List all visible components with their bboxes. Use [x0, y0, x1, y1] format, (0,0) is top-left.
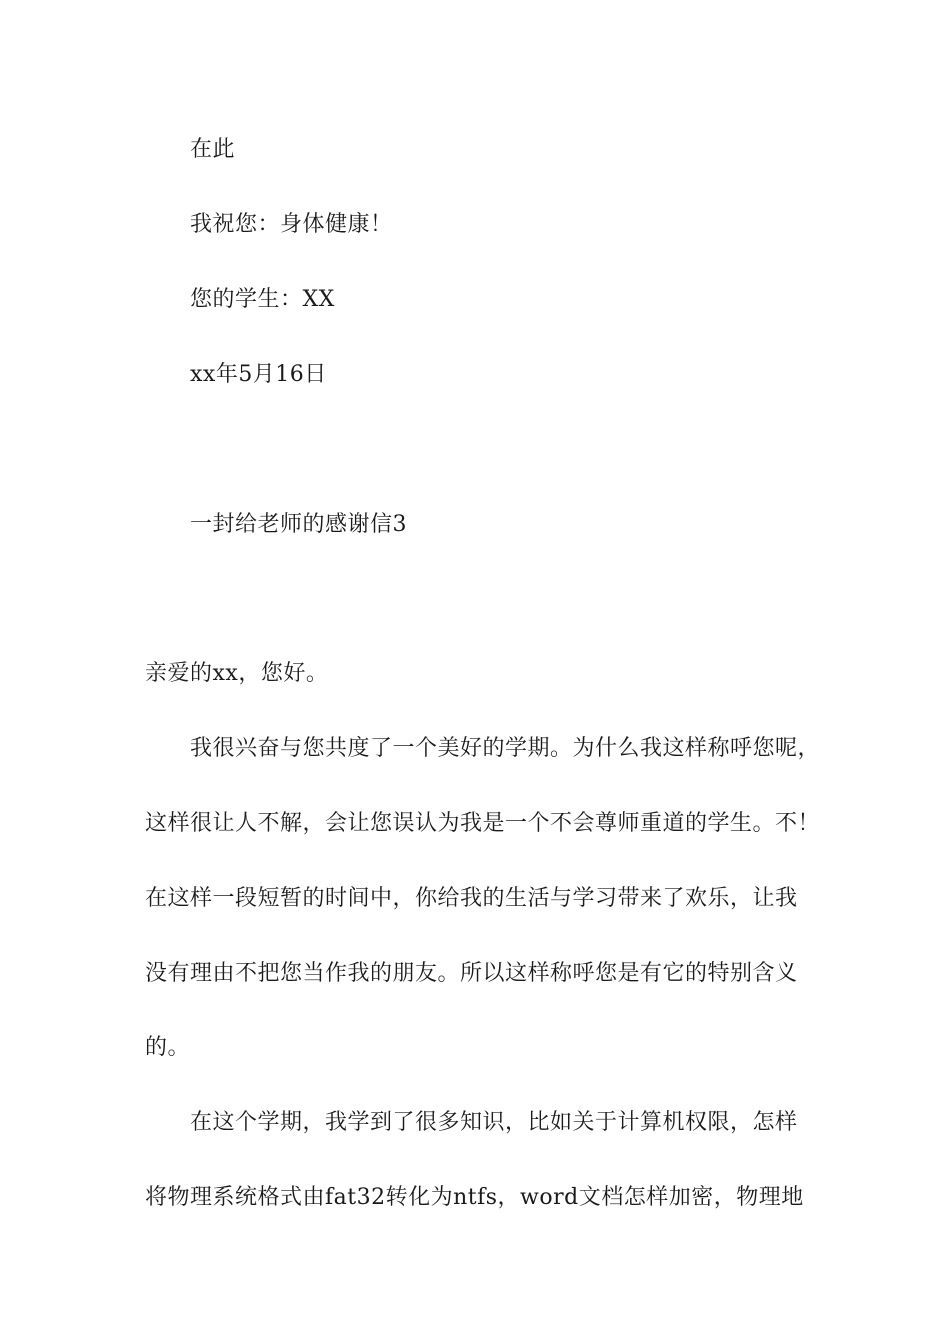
closing-line-1: 在此	[190, 137, 236, 162]
salutation: 亲爱的xx，您好。	[145, 661, 329, 686]
paragraph-1-line-1: 我很兴奋与您共度了一个美好的学期。为什么我这样称呼您呢，	[190, 736, 821, 761]
paragraph-2-line-1: 在这个学期，我学到了很多知识，比如关于计算机权限，怎样	[190, 1110, 798, 1135]
paragraph-1-line-3: 在这样一段短暂的时间中，你给我的生活与学习带来了欢乐，让我	[145, 886, 798, 911]
closing-wish: 我祝您：身体健康！	[190, 212, 393, 237]
letter-date: xx年5月16日	[190, 362, 327, 387]
paragraph-1-line-2: 这样很让人不解，会让您误认为我是一个不会尊师重道的学生。不！	[145, 811, 821, 836]
signature: 您的学生：XX	[190, 287, 335, 312]
paragraph-1-line-5: 的。	[145, 1035, 191, 1060]
paragraph-1-line-4: 没有理由不把您当作我的朋友。所以这样称呼您是有它的特别含义	[145, 961, 798, 986]
letter-title: 一封给老师的感谢信3	[190, 512, 407, 537]
paragraph-2-line-2: 将物理系统格式由fat32转化为ntfs，word文档怎样加密，物理地	[145, 1185, 804, 1210]
